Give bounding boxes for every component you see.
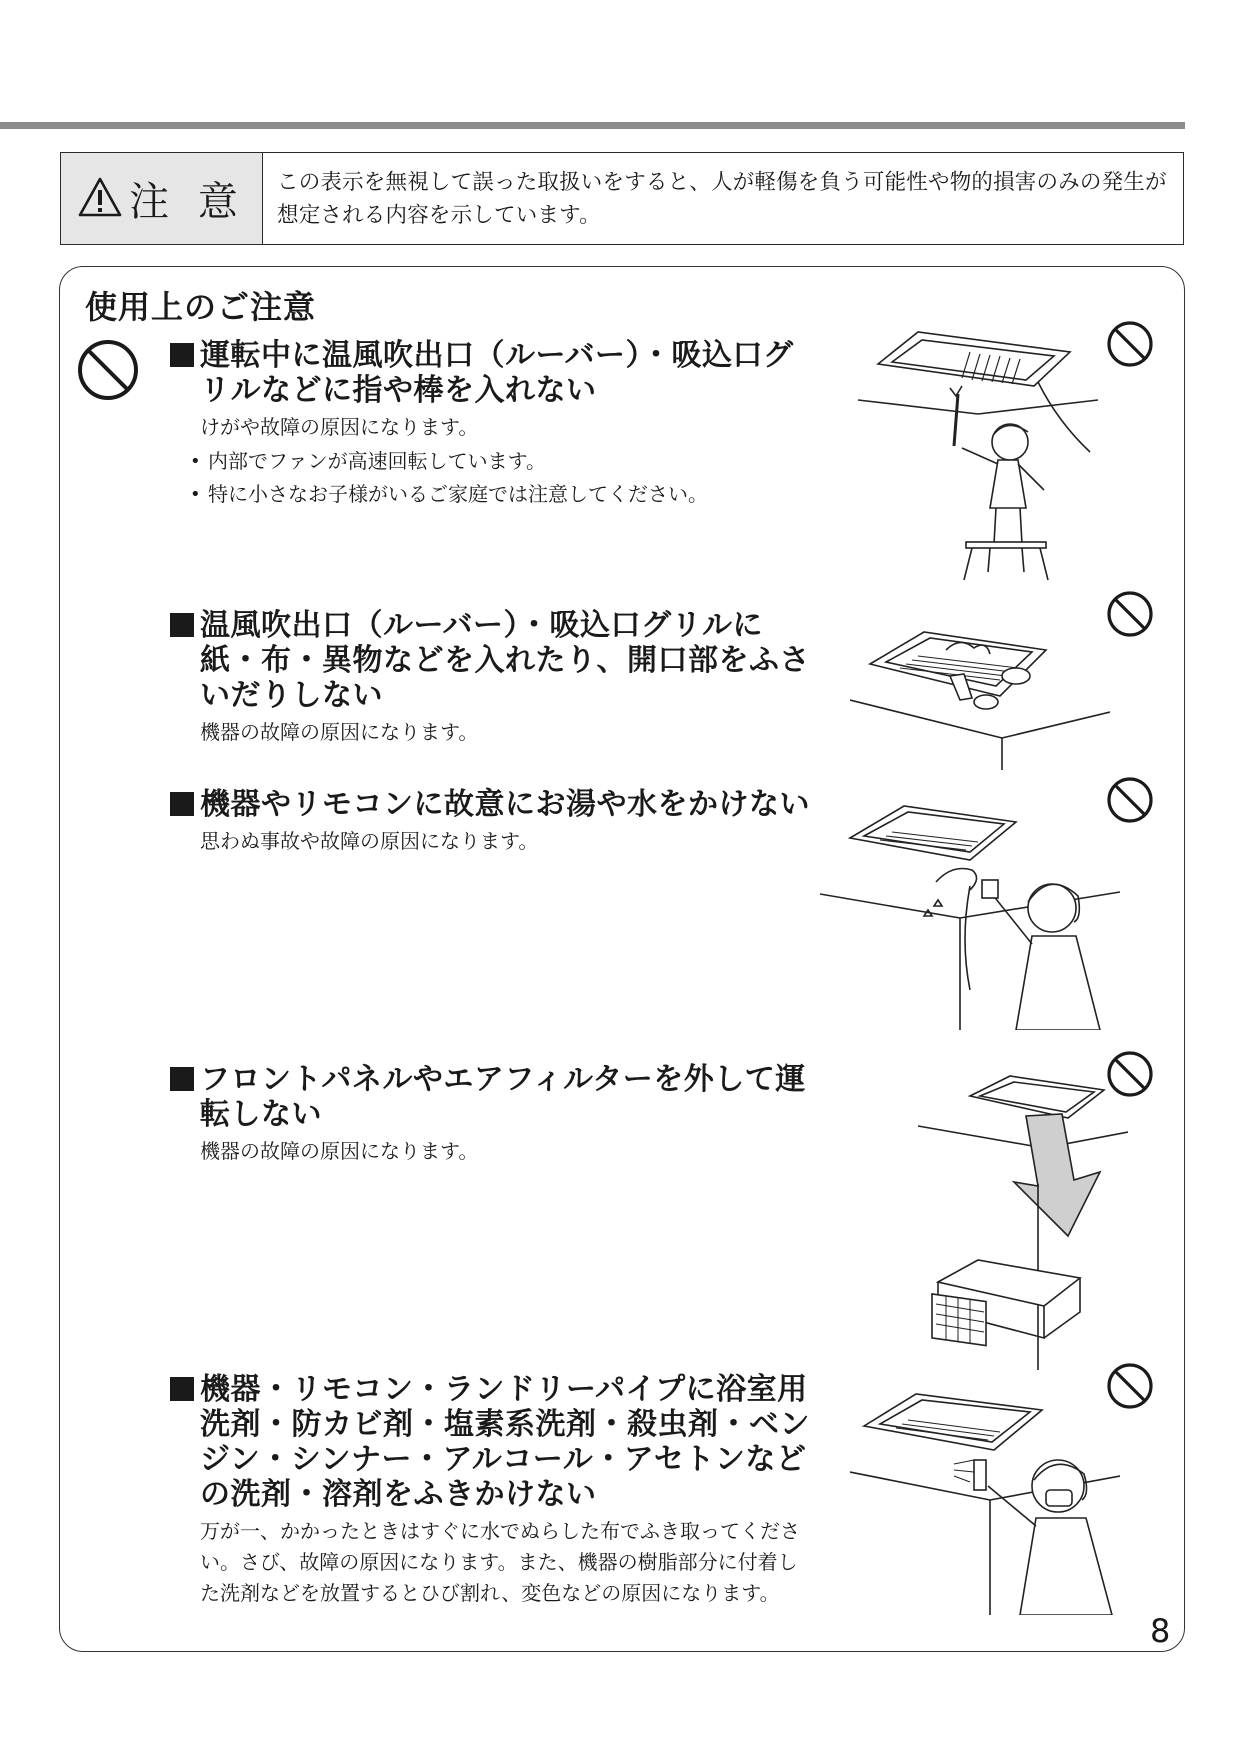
item-bullets xyxy=(170,445,810,511)
item-heading-text: 機器・リモコン・ランドリーパイプに浴室用洗剤・防カビ剤・塩素系洗剤・殺虫剤・ベンジン・シンナー・アルコール・アセトンなどの洗剤・溶剤をふきかけない xyxy=(200,1372,810,1512)
illustration-filter-removed xyxy=(918,1074,1128,1370)
caution-item-5 xyxy=(170,1372,810,1609)
caution-label xyxy=(61,153,263,244)
warning-triangle-icon xyxy=(77,176,123,222)
item-note: けがや故障の原因になります。 xyxy=(200,415,479,439)
square-bullet-icon xyxy=(170,792,194,816)
item-heading xyxy=(170,608,810,713)
caution-label-text: 注 意 xyxy=(129,179,246,225)
item-heading-text: 機器やリモコンに故意にお湯や水をかけない xyxy=(200,787,810,822)
item-heading xyxy=(170,338,810,408)
illustration-child-stick xyxy=(858,322,1098,580)
square-bullet-icon xyxy=(170,343,194,367)
caution-box xyxy=(60,152,1184,245)
top-rule xyxy=(0,122,1185,129)
item-note: 機器の故障の原因になります。 xyxy=(200,1139,479,1163)
prohibition-icon xyxy=(1106,320,1154,368)
square-bullet-icon xyxy=(170,1377,194,1401)
illustration-spraying-chemicals xyxy=(850,1390,1120,1615)
item-heading-text: 運転中に温風吹出口（ルーバー）・吸込口グリルなどに指や棒を入れない xyxy=(200,338,794,408)
item-note: 思わぬ事故や故障の原因になります。 xyxy=(200,829,539,853)
page-number: 8 xyxy=(1150,1612,1171,1650)
caution-item-3 xyxy=(170,787,810,857)
illustration-blocked-vents xyxy=(850,620,1110,770)
item-heading-text: 温風吹出口（ルーバー）・吸込口グリルに紙・布・異物などを入れたり、開口部をふさいだりしない xyxy=(200,608,810,713)
illustration-spraying-water xyxy=(820,800,1120,1030)
prohibition-icon xyxy=(1106,590,1154,638)
square-bullet-icon xyxy=(170,613,194,637)
bullet-item: • 特に小さなお子様がいるご家庭では注意してください。 xyxy=(208,478,810,511)
item-heading xyxy=(170,1062,810,1132)
item-note: 機器の故障の原因になります。 xyxy=(200,720,479,744)
square-bullet-icon xyxy=(170,1067,194,1091)
caution-description: この表示を無視して誤った取扱いをすると、人が軽傷を負う可能性や物的損害のみの発生が想定される内容を示しています。 xyxy=(277,170,1167,228)
item-heading-text: フロントパネルやエアフィルターを外して運転しない xyxy=(200,1062,806,1132)
prohibition-icon xyxy=(76,338,140,402)
item-heading xyxy=(170,1372,810,1512)
item-note: 万が一、かかったときはすぐに水でぬらした布でふき取ってください。さび、故障の原因になります。また、機器の樹脂部分に付着した洗剤などを放置するとひび割れ、変色などの原因になります。 xyxy=(200,1519,800,1605)
item-heading xyxy=(170,787,810,822)
section-title: 使用上のご注意 xyxy=(85,288,317,326)
caution-item-1 xyxy=(170,338,810,511)
caution-item-4 xyxy=(170,1062,810,1167)
caution-item-2 xyxy=(170,608,810,748)
bullet-item: • 内部でファンが高速回転しています。 xyxy=(208,445,810,478)
